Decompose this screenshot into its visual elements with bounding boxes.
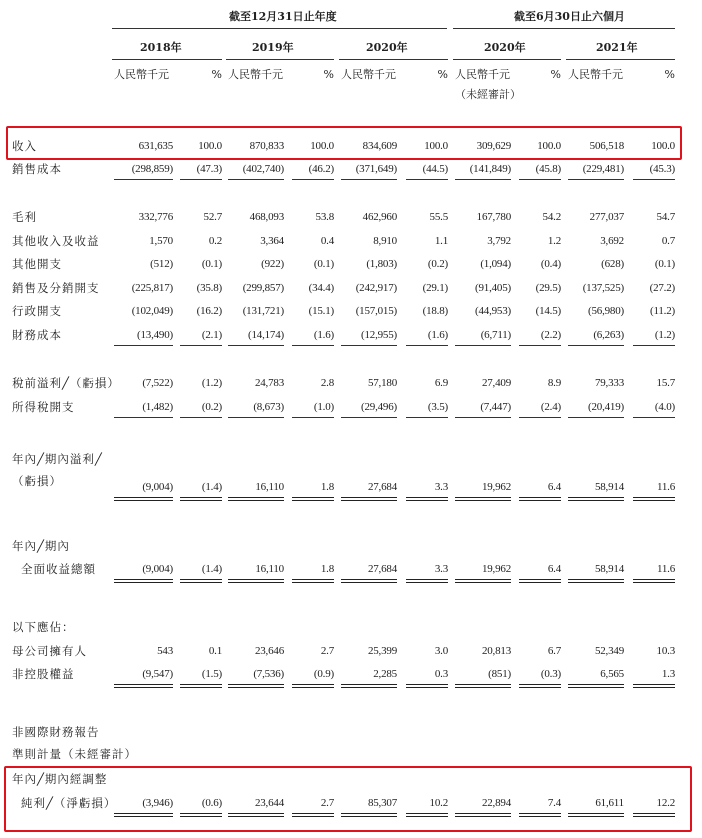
amount-cell: (1,803) — [366, 258, 397, 270]
percent-cell: 11.6 — [656, 563, 675, 575]
percent-cell: 2.7 — [320, 797, 334, 809]
row-label: 收入 — [12, 139, 37, 153]
row-label: 財務成本 — [12, 328, 62, 342]
amount-cell: (44,953) — [475, 305, 511, 317]
percent-cell: (29.1) — [422, 282, 448, 294]
header-year-2: 2019年 — [252, 41, 294, 54]
amount-cell: 24,783 — [254, 377, 284, 389]
percent-cell: (0.2) — [201, 401, 222, 413]
percent-cell: 100.0 — [310, 140, 334, 152]
amount-cell: (131,721) — [242, 305, 284, 317]
row-label: 年內╱期內 — [12, 539, 70, 553]
percent-cell: 54.2 — [542, 211, 561, 223]
amount-cell: 468,093 — [249, 211, 284, 223]
amount-cell: 79,333 — [594, 377, 624, 389]
percent-cell: 0.7 — [661, 235, 675, 247]
double-total-rule — [180, 497, 222, 501]
double-total-rule — [180, 579, 222, 583]
amount-cell: 58,914 — [594, 563, 624, 575]
header-year-rule-4 — [453, 59, 561, 60]
double-total-rule — [114, 684, 173, 688]
subtotal-rule — [406, 345, 448, 346]
amount-cell: (6,263) — [593, 329, 624, 341]
amount-cell: (137,525) — [582, 282, 624, 294]
double-total-rule — [341, 497, 397, 501]
row-label: 其他收入及收益 — [12, 234, 100, 248]
amount-cell: 870,833 — [249, 140, 284, 152]
subtotal-rule — [228, 345, 284, 346]
percent-cell: (27.2) — [649, 282, 675, 294]
header-rmb-label: 人民幣千元 — [228, 68, 283, 81]
amount-cell: 277,037 — [589, 211, 624, 223]
amount-cell: (91,405) — [475, 282, 511, 294]
percent-cell: 1.1 — [434, 235, 448, 247]
row-label: 非國際財務報告 — [12, 725, 100, 739]
percent-cell: (45.8) — [535, 163, 561, 175]
percent-cell: (1.2) — [654, 329, 675, 341]
double-total-rule — [406, 684, 448, 688]
double-total-rule — [341, 579, 397, 583]
double-total-rule — [292, 579, 334, 583]
header-rmb-label: 人民幣千元 — [568, 68, 623, 81]
amount-cell: 309,629 — [476, 140, 511, 152]
subtotal-rule — [228, 179, 284, 180]
row-label: 非控股權益 — [12, 667, 75, 681]
amount-cell: (29,496) — [361, 401, 397, 413]
double-total-rule — [519, 497, 561, 501]
header-year-4: 2020年 — [484, 41, 526, 54]
double-total-rule — [633, 579, 675, 583]
subtotal-rule — [519, 417, 561, 418]
subtotal-rule — [341, 345, 397, 346]
amount-cell: 58,914 — [594, 481, 624, 493]
percent-cell: (0.1) — [313, 258, 334, 270]
subtotal-rule — [341, 417, 397, 418]
double-total-rule — [455, 579, 511, 583]
subtotal-rule — [455, 417, 511, 418]
amount-cell: 543 — [157, 645, 173, 657]
subtotal-rule — [519, 179, 561, 180]
row-label: 銷售及分銷開支 — [12, 281, 100, 295]
amount-cell: (20,419) — [588, 401, 624, 413]
amount-cell: 27,684 — [367, 481, 397, 493]
percent-cell: (2.1) — [201, 329, 222, 341]
row-label: 銷售成本 — [12, 162, 62, 176]
highlight-box-revenue — [6, 126, 682, 160]
double-total-rule — [519, 684, 561, 688]
percent-cell: 52.7 — [203, 211, 222, 223]
subtotal-rule — [292, 417, 334, 418]
amount-cell: 1,570 — [149, 235, 173, 247]
percent-cell: 3.0 — [434, 645, 448, 657]
subtotal-rule — [568, 345, 624, 346]
percent-cell: 15.7 — [656, 377, 675, 389]
amount-cell: (229,481) — [582, 163, 624, 175]
amount-cell: (371,649) — [355, 163, 397, 175]
percent-cell: (2.2) — [540, 329, 561, 341]
percent-cell: 8.9 — [547, 377, 561, 389]
amount-cell: (298,859) — [131, 163, 173, 175]
subtotal-rule — [633, 345, 675, 346]
percent-cell: (0.2) — [427, 258, 448, 270]
percent-cell: (35.8) — [196, 282, 222, 294]
amount-cell: 52,349 — [594, 645, 624, 657]
header-year-rule-3 — [339, 59, 448, 60]
percent-cell: (18.8) — [422, 305, 448, 317]
amount-cell: (157,015) — [355, 305, 397, 317]
percent-cell: 1.3 — [661, 668, 675, 680]
double-total-rule — [568, 579, 624, 583]
percent-cell: 53.8 — [315, 211, 334, 223]
header-year-rule-2 — [226, 59, 334, 60]
percent-cell: 11.6 — [656, 481, 675, 493]
percent-cell: 2.7 — [320, 645, 334, 657]
percent-cell: (1.5) — [201, 668, 222, 680]
subtotal-rule — [455, 345, 511, 346]
percent-cell: 10.2 — [429, 797, 448, 809]
amount-cell: 3,792 — [487, 235, 511, 247]
percent-cell: 6.7 — [547, 645, 561, 657]
amount-cell: (1,482) — [142, 401, 173, 413]
percent-cell: (1.6) — [313, 329, 334, 341]
subtotal-rule — [633, 179, 675, 180]
amount-cell: 16,110 — [255, 481, 284, 493]
amount-cell: (225,817) — [131, 282, 173, 294]
percent-cell: (0.3) — [540, 668, 561, 680]
percent-cell: (29.5) — [535, 282, 561, 294]
header-six-month-group: 截至6月30日止六個月 — [514, 10, 625, 23]
percent-cell: (44.5) — [422, 163, 448, 175]
header-rmb-label: 人民幣千元 — [455, 68, 510, 81]
percent-cell: (0.1) — [654, 258, 675, 270]
row-label: 所得稅開支 — [12, 400, 75, 414]
amount-cell: (851) — [488, 668, 511, 680]
double-total-rule — [228, 684, 284, 688]
percent-cell: (14.5) — [535, 305, 561, 317]
amount-cell: (7,447) — [480, 401, 511, 413]
percent-cell: 12.2 — [656, 797, 675, 809]
row-label: 稅前溢利╱（虧損） — [12, 376, 120, 390]
header-year-rule-1 — [112, 59, 222, 60]
amount-cell: 631,635 — [138, 140, 173, 152]
amount-cell: 8,910 — [373, 235, 397, 247]
amount-cell: (7,522) — [142, 377, 173, 389]
percent-cell: (0.9) — [313, 668, 334, 680]
double-total-rule — [180, 684, 222, 688]
header-pct-label: % — [664, 68, 675, 81]
percent-cell: 6.4 — [547, 563, 561, 575]
subtotal-rule — [180, 179, 222, 180]
percent-cell: (46.2) — [308, 163, 334, 175]
double-total-rule — [519, 579, 561, 583]
amount-cell: (56,980) — [588, 305, 624, 317]
percent-cell: (2.4) — [540, 401, 561, 413]
subtotal-rule — [292, 345, 334, 346]
amount-cell: (242,917) — [355, 282, 397, 294]
row-label: 年內╱期內經調整 — [12, 772, 108, 786]
amount-cell: (102,049) — [131, 305, 173, 317]
subtotal-rule — [341, 179, 397, 180]
percent-cell: (15.1) — [308, 305, 334, 317]
amount-cell: 23,646 — [254, 645, 284, 657]
percent-cell: (11.2) — [650, 305, 675, 317]
percent-cell: 1.8 — [320, 481, 334, 493]
amount-cell: 20,813 — [481, 645, 511, 657]
percent-cell: 100.0 — [651, 140, 675, 152]
double-total-rule — [114, 497, 173, 501]
header-pct-label: % — [211, 68, 222, 81]
header-group-rule-six-month — [453, 28, 675, 29]
subtotal-rule — [455, 179, 511, 180]
subtotal-rule — [114, 345, 173, 346]
amount-cell: (922) — [261, 258, 284, 270]
amount-cell: (3,946) — [142, 797, 173, 809]
double-total-rule — [633, 684, 675, 688]
double-total-rule — [228, 579, 284, 583]
row-label: 母公司擁有人 — [12, 644, 87, 658]
percent-cell: 54.7 — [656, 211, 675, 223]
header-rmb-label: 人民幣千元 — [341, 68, 396, 81]
amount-cell: (628) — [601, 258, 624, 270]
row-label: 以下應佔： — [12, 620, 75, 634]
percent-cell: 0.3 — [434, 668, 448, 680]
row-label: 純利╱（淨虧損） — [21, 796, 117, 810]
row-label: 年內╱期內溢利╱ — [12, 452, 103, 466]
amount-cell: (14,174) — [248, 329, 284, 341]
amount-cell: 6,565 — [600, 668, 624, 680]
amount-cell: 167,780 — [476, 211, 511, 223]
row-label: 其他開支 — [12, 257, 62, 271]
percent-cell: (45.3) — [649, 163, 675, 175]
percent-cell: 0.2 — [208, 235, 222, 247]
percent-cell: 3.3 — [434, 563, 448, 575]
subtotal-rule — [406, 417, 448, 418]
percent-cell: (1.6) — [427, 329, 448, 341]
amount-cell: 19,962 — [481, 481, 511, 493]
amount-cell: (8,673) — [253, 401, 284, 413]
percent-cell: 100.0 — [537, 140, 561, 152]
row-label: 毛利 — [12, 210, 37, 224]
percent-cell: (1.4) — [201, 563, 222, 575]
amount-cell: 19,962 — [481, 563, 511, 575]
subtotal-rule — [228, 417, 284, 418]
percent-cell: (0.6) — [201, 797, 222, 809]
subtotal-rule — [633, 417, 675, 418]
header-year-rule-5 — [566, 59, 675, 60]
row-label: （虧損） — [12, 474, 62, 488]
double-total-rule — [568, 497, 624, 501]
amount-cell: (1,094) — [480, 258, 511, 270]
subtotal-rule — [114, 417, 173, 418]
row-label: 行政開支 — [12, 304, 62, 318]
amount-cell: 834,609 — [362, 140, 397, 152]
subtotal-rule — [180, 345, 222, 346]
subtotal-rule — [519, 345, 561, 346]
double-total-rule — [568, 684, 624, 688]
double-total-rule — [341, 684, 397, 688]
percent-cell: 0.4 — [320, 235, 334, 247]
header-pct-label: % — [437, 68, 448, 81]
header-unaudited-note: （未經審計） — [455, 88, 521, 101]
percent-cell: 100.0 — [198, 140, 222, 152]
percent-cell: (47.3) — [196, 163, 222, 175]
header-group-rule-year-end — [112, 28, 447, 29]
header-year-1: 2018年 — [140, 41, 182, 54]
percent-cell: 7.4 — [547, 797, 561, 809]
percent-cell: (0.1) — [201, 258, 222, 270]
percent-cell: (1.4) — [201, 481, 222, 493]
percent-cell: (4.0) — [654, 401, 675, 413]
amount-cell: 57,180 — [367, 377, 397, 389]
row-label: 全面收益總額 — [21, 562, 96, 576]
header-year-5: 2021年 — [596, 41, 638, 54]
header-pct-label: % — [323, 68, 334, 81]
percent-cell: 1.2 — [547, 235, 561, 247]
double-total-rule — [406, 497, 448, 501]
amount-cell: (7,536) — [253, 668, 284, 680]
amount-cell: (512) — [150, 258, 173, 270]
subtotal-rule — [568, 417, 624, 418]
amount-cell: (12,955) — [361, 329, 397, 341]
percent-cell: 6.4 — [547, 481, 561, 493]
double-total-rule — [455, 684, 511, 688]
percent-cell: 10.3 — [656, 645, 675, 657]
amount-cell: (141,849) — [469, 163, 511, 175]
subtotal-rule — [180, 417, 222, 418]
amount-cell: 506,518 — [589, 140, 624, 152]
header-pct-label: % — [550, 68, 561, 81]
amount-cell: 23,644 — [254, 797, 284, 809]
amount-cell: (13,490) — [137, 329, 173, 341]
percent-cell: (16.2) — [196, 305, 222, 317]
subtotal-rule — [114, 179, 173, 180]
double-total-rule — [292, 497, 334, 501]
subtotal-rule — [292, 179, 334, 180]
amount-cell: 2,285 — [373, 668, 397, 680]
double-total-rule — [406, 579, 448, 583]
amount-cell: 462,960 — [362, 211, 397, 223]
percent-cell: (3.5) — [427, 401, 448, 413]
amount-cell: 27,684 — [367, 563, 397, 575]
amount-cell: 332,776 — [138, 211, 173, 223]
amount-cell: (6,711) — [480, 329, 511, 341]
double-total-rule — [455, 497, 511, 501]
subtotal-rule — [406, 179, 448, 180]
subtotal-rule — [568, 179, 624, 180]
amount-cell: (9,004) — [142, 563, 173, 575]
percent-cell: (1.2) — [201, 377, 222, 389]
header-year-3: 2020年 — [366, 41, 408, 54]
percent-cell: 1.8 — [320, 563, 334, 575]
amount-cell: 25,399 — [367, 645, 397, 657]
header-year-end-group: 截至12月31日止年度 — [229, 10, 337, 23]
percent-cell: 3.3 — [434, 481, 448, 493]
amount-cell: 3,364 — [260, 235, 284, 247]
amount-cell: 3,692 — [600, 235, 624, 247]
percent-cell: 100.0 — [424, 140, 448, 152]
amount-cell: (402,740) — [242, 163, 284, 175]
double-total-rule — [114, 579, 173, 583]
amount-cell: 85,307 — [367, 797, 397, 809]
double-total-rule — [292, 684, 334, 688]
highlight-box-adjusted-profit — [4, 766, 692, 832]
percent-cell: 55.5 — [429, 211, 448, 223]
percent-cell: 6.9 — [434, 377, 448, 389]
double-total-rule — [228, 497, 284, 501]
percent-cell: 2.8 — [320, 377, 334, 389]
header-rmb-label: 人民幣千元 — [114, 68, 169, 81]
amount-cell: 22,894 — [481, 797, 511, 809]
amount-cell: 16,110 — [255, 563, 284, 575]
amount-cell: (9,004) — [142, 481, 173, 493]
amount-cell: 61,611 — [595, 797, 624, 809]
double-total-rule — [633, 497, 675, 501]
percent-cell: (34.4) — [308, 282, 334, 294]
percent-cell: 0.1 — [208, 645, 222, 657]
amount-cell: (9,547) — [142, 668, 173, 680]
percent-cell: (1.0) — [313, 401, 334, 413]
percent-cell: (0.4) — [540, 258, 561, 270]
amount-cell: (299,857) — [242, 282, 284, 294]
amount-cell: 27,409 — [481, 377, 511, 389]
row-label: 準則計量（未經審計） — [12, 747, 137, 761]
